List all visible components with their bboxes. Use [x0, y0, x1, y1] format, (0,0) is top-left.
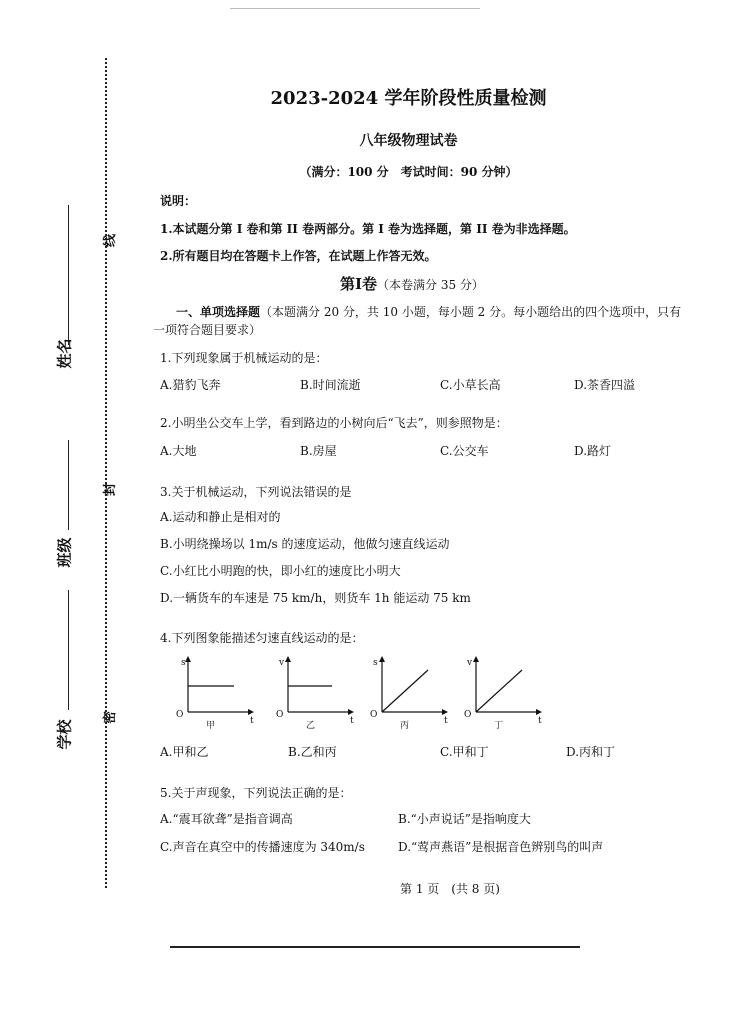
graph-yi	[276, 656, 356, 731]
question-5-option-d: D.“莺声燕语”是根据音色辨别鸟的叫声	[398, 840, 604, 854]
instructions-heading: 说明：	[160, 194, 197, 208]
school-underline	[68, 590, 69, 710]
question-4-option-d: D.丙和丁	[566, 745, 616, 759]
page-number: 第 1 页 (共 8 页)	[400, 882, 500, 896]
top-rule	[230, 8, 480, 9]
question-3-option-c: C.小红比小明跑的快，即小红的速度比小明大	[160, 564, 401, 578]
question-2-option-d: D.路灯	[574, 444, 612, 458]
seal-char-secret: 密	[103, 710, 119, 725]
graph-jia	[176, 656, 256, 731]
graph-jia-plot	[176, 656, 256, 720]
question-1-option-a: A.猎豹飞奔	[160, 378, 221, 392]
graph-bing	[370, 656, 450, 731]
question-3-stem: 3.关于机械运动，下列说法错误的是	[160, 485, 352, 499]
name-label: 姓名	[55, 338, 74, 369]
graph-jia-x-label: t	[250, 716, 254, 726]
graph-yi-x-label: t	[350, 716, 354, 726]
class-underline	[68, 440, 69, 530]
question-5-option-b: B.“小声说话”是指响度大	[398, 812, 531, 826]
name-underline	[68, 205, 69, 345]
graph-yi-y-label: v	[279, 658, 285, 668]
graph-ding-origin: O	[464, 710, 472, 720]
seal-char-line: 线	[103, 233, 119, 248]
question-5-option-a: A.“震耳欲聋”是指音调高	[160, 812, 293, 826]
question-3-option-b: B.小明绕操场以 1m/s 的速度运动，他做匀速直线运动	[160, 537, 450, 551]
sub-title: 八年级物理试卷	[359, 133, 458, 149]
graph-yi-name: 乙	[306, 721, 316, 731]
question-2-option-c: C.公交车	[440, 444, 489, 458]
question-1-option-c: C.小草长高	[440, 378, 501, 392]
question-5-stem: 5.关于声现象，下列说法正确的是：	[160, 786, 352, 800]
question-1-option-d: D.茶香四溢	[574, 378, 636, 392]
graph-ding-y-label: v	[467, 658, 473, 668]
question-5-option-c: C.声音在真空中的传播速度为 340m/s	[160, 840, 365, 854]
graph-yi-plot	[276, 656, 356, 720]
graph-jia-name: 甲	[206, 721, 216, 731]
question-2-option-b: B.房屋	[300, 444, 337, 458]
instructions-line-1: 1.本试题分第 I 卷和第 II 卷两部分。第 I 卷为选择题，第 II 卷为非选择题。	[160, 222, 576, 236]
bottom-rule	[170, 946, 580, 948]
main-title: 2023-2024 学年阶段性质量检测	[270, 88, 547, 109]
binding-dotted-line	[105, 58, 107, 888]
graph-bing-plot	[370, 656, 450, 720]
part-desc-2: 一项符合题目要求）	[153, 323, 262, 337]
graph-bing-y-label: s	[373, 658, 378, 668]
graph-bing-name: 丙	[400, 721, 410, 731]
instructions-line-2: 2.所有题目均在答题卡上作答，在试题上作答无效。	[160, 249, 437, 263]
score-time: （满分：100 分 考试时间：90 分钟）	[299, 165, 518, 179]
graph-yi-origin: O	[276, 710, 284, 720]
graph-bing-origin: O	[370, 710, 378, 720]
question-4-option-c: C.甲和丁	[440, 745, 489, 759]
section-title-main: 第Ⅰ卷	[340, 275, 378, 293]
question-3-option-a: A.运动和静止是相对的	[160, 510, 281, 524]
section-title	[340, 273, 484, 294]
class-label: 班级	[55, 537, 74, 568]
part-heading: 一、单项选择题	[176, 305, 261, 319]
question-2-option-a: A.大地	[160, 444, 197, 458]
graph-ding-x-label: t	[538, 716, 542, 726]
graph-ding-plot	[464, 656, 544, 720]
graph-jia-origin: O	[176, 710, 184, 720]
question-4-stem: 4.下列图象能描述匀速直线运动的是：	[160, 631, 364, 645]
school-label: 学校	[55, 719, 74, 750]
question-2-stem: 2.小明坐公交车上学，看到路边的小树向后“飞去”，则参照物是：	[160, 416, 508, 430]
question-4-option-a: A.甲和乙	[160, 745, 209, 759]
question-3-option-d: D.一辆货车的车速是 75 km/h，则货车 1h 能运动 75 km	[160, 591, 471, 605]
graph-bing-x-label: t	[444, 716, 448, 726]
graph-ding-name: 丁	[494, 721, 504, 731]
graph-ding	[464, 656, 544, 731]
section-title-note: （本卷满分 35 分）	[377, 278, 484, 292]
question-4-option-b: B.乙和丙	[288, 745, 337, 759]
seal-char-seal: 封	[103, 482, 119, 497]
question-1-stem: 1.下列现象属于机械运动的是：	[160, 351, 328, 365]
question-1-option-b: B.时间流逝	[300, 378, 361, 392]
part-desc-1: （本题满分 20 分，共 10 小题，每小题 2 分。每小题给出的四个选项中，只有	[260, 305, 682, 319]
graph-jia-y-label: s	[181, 658, 186, 668]
part-heading-line	[176, 303, 681, 320]
